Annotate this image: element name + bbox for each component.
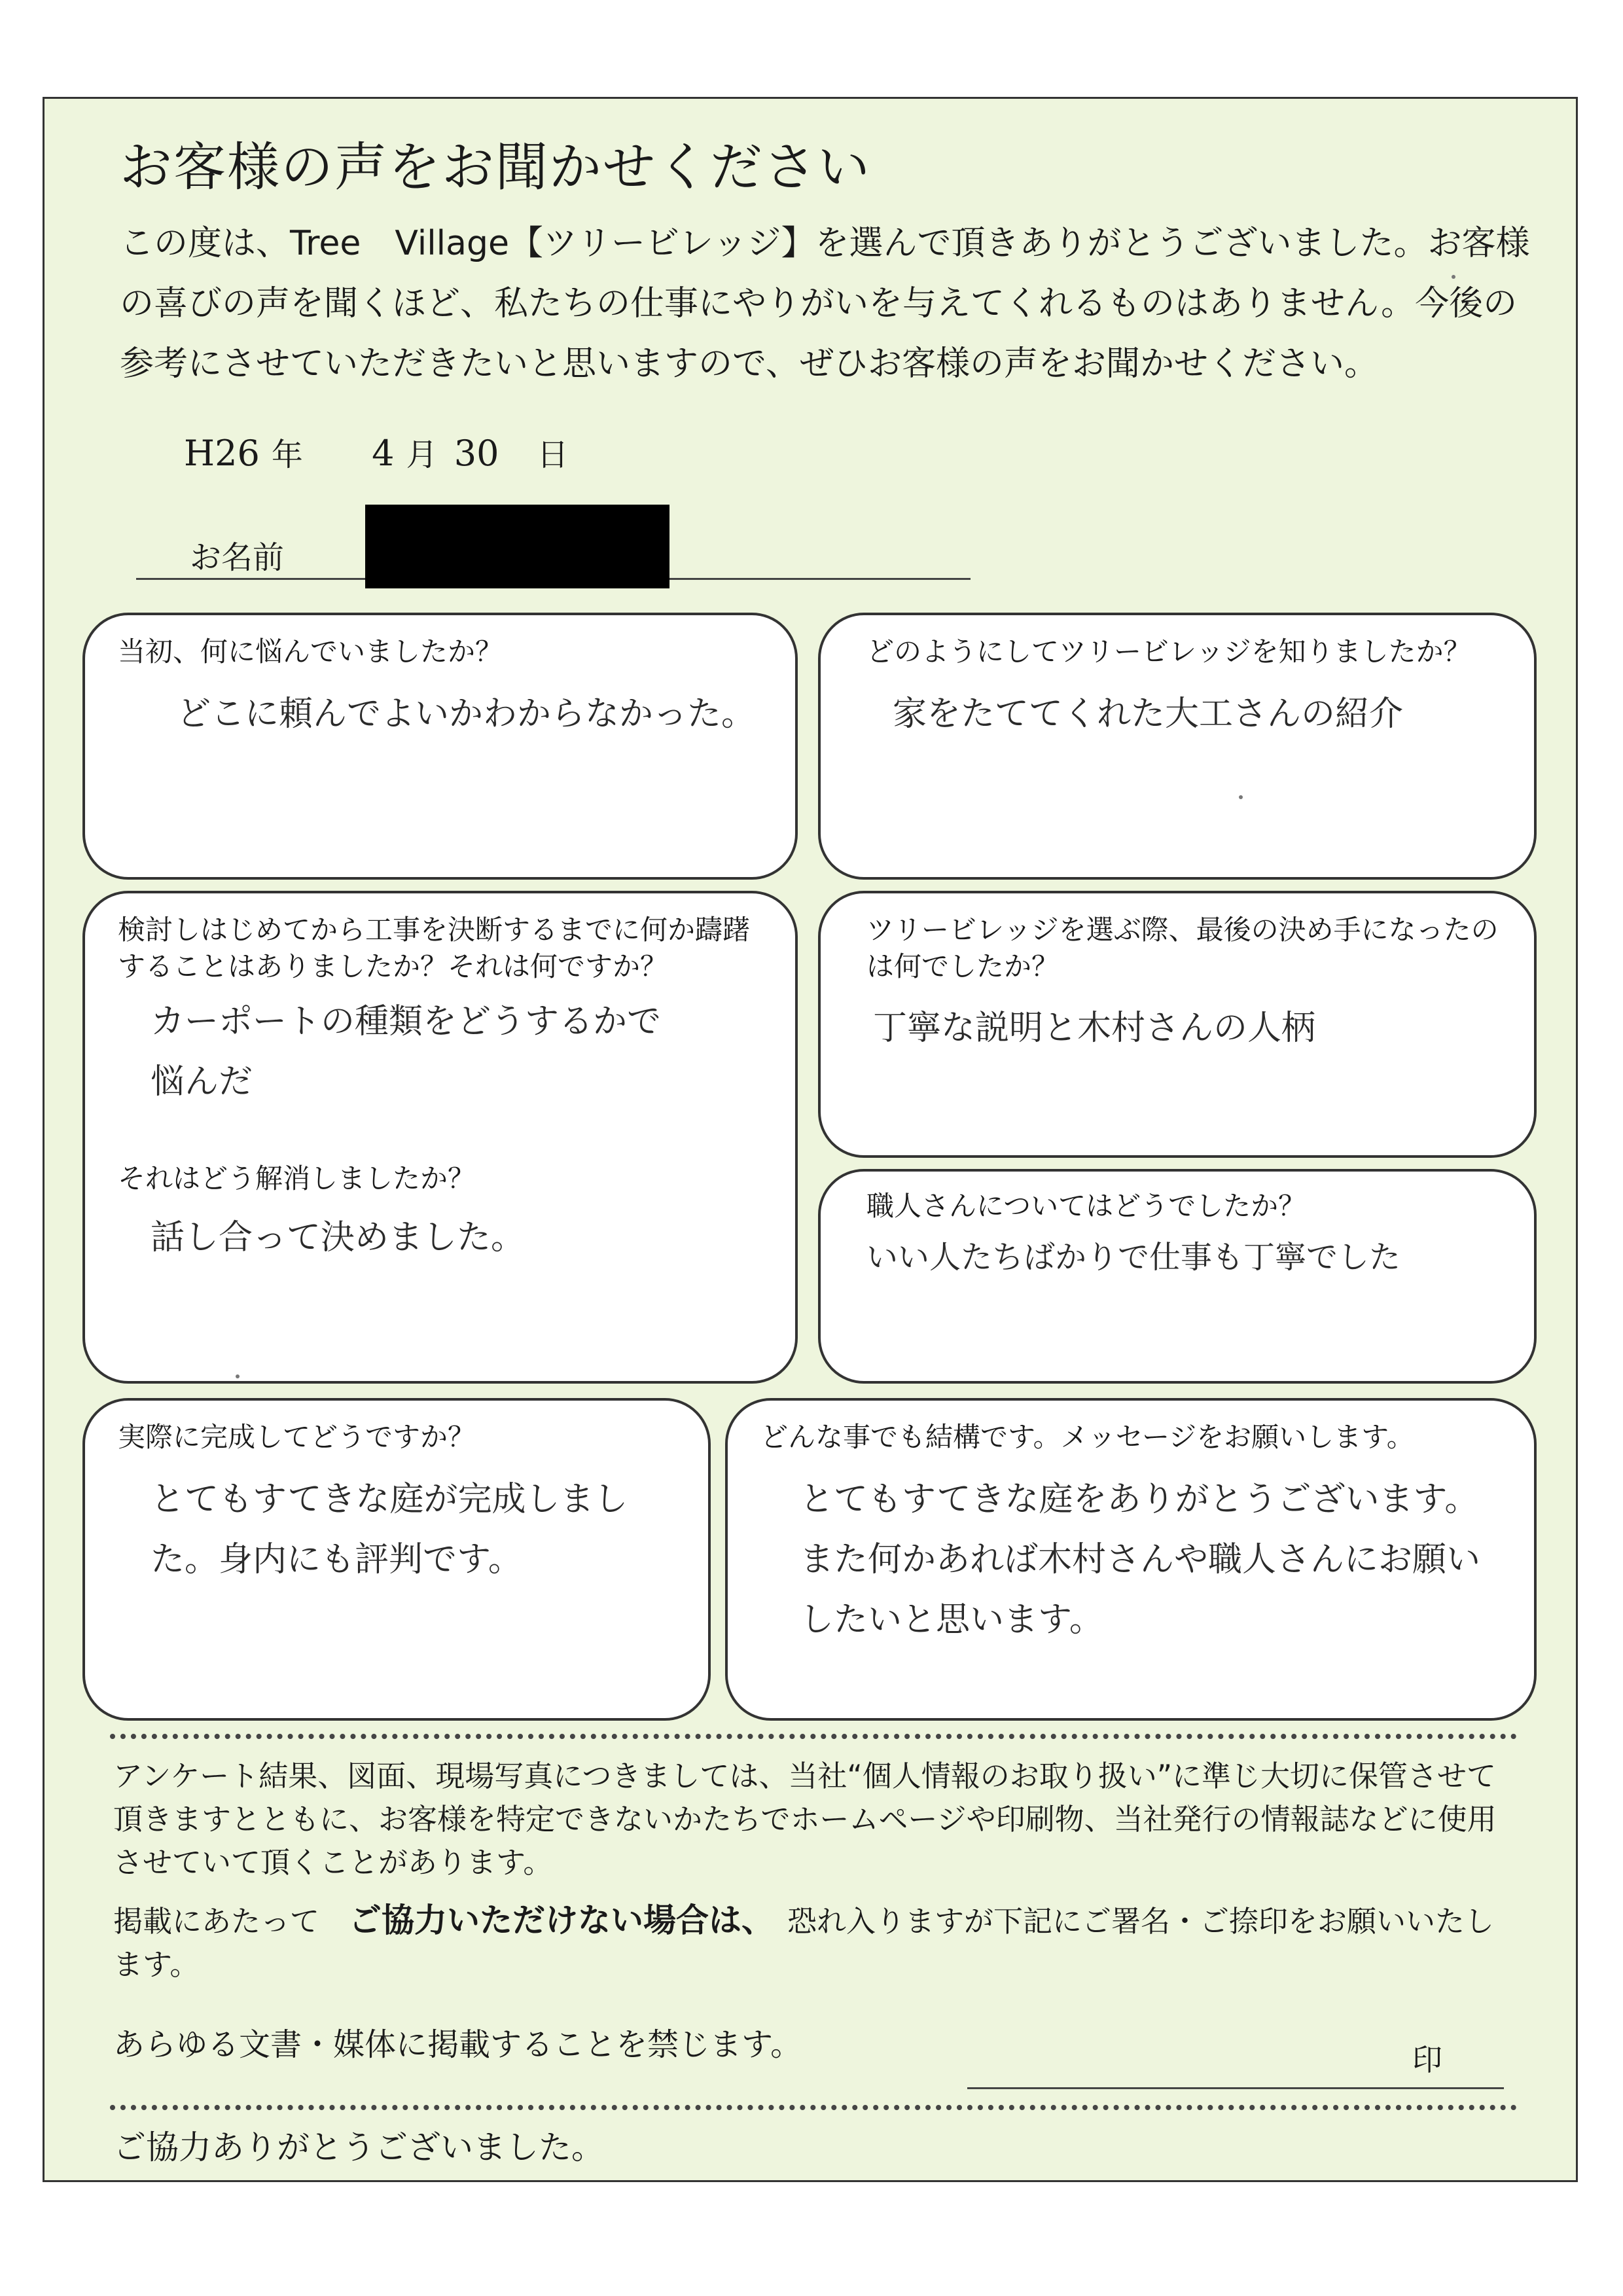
consent-post: 恐れ入りますが下記にご署名・ご捺印をお願いいたします。: [113, 1904, 1495, 1982]
question-label: どんな事でも結構です。メッセージをお願いします。: [760, 1421, 1414, 1453]
name-label: お名前: [190, 539, 285, 576]
question-box-how-found: [818, 613, 1537, 880]
privacy-notice: アンケート結果、図面、現場写真につきましては、当社“個人情報のお取り扱い”に準じ大切に保管させて頂きますとともに、お客様を特定できないかたちでホームページや印刷物、当社発行の情報誌などに使用させていて頂くことがあります。: [113, 1759, 1497, 1880]
answer-text: 丁寧な説明と木村さんの人柄: [873, 1009, 1316, 1048]
question-box-message: [725, 1398, 1537, 1721]
question-label: それはどう解消しましたか？: [118, 1162, 476, 1194]
consent-pre: 掲載にあたって: [113, 1904, 349, 1939]
answer-text: とてもすてきな庭をありがとうございます。また何かあれば木村さんや職人さんにお願いしたいと思います。: [800, 1480, 1481, 1640]
page-title: お客様の声をお聞かせください: [120, 137, 871, 198]
name-field[interactable]: [136, 505, 971, 580]
seal-mark: 印: [1412, 2042, 1442, 2077]
question-box-completion: [82, 1398, 711, 1721]
question-label: 職人さんについてはどうでしたか？: [866, 1190, 1306, 1222]
answer-text: 家をたててくれた大工さんの紹介: [893, 694, 1404, 734]
survey-sheet: [43, 97, 1578, 2182]
question-box-deciding-factor: [818, 891, 1537, 1158]
thanks-text: ご協力ありがとうございました。: [113, 2128, 604, 2166]
question-label: ツリービレッジを選ぶ際、最後の決め手になったのは何でしたか？: [866, 914, 1499, 982]
intro-text: この度は、Tree Village【ツリービレッジ】を選んで頂きありがとうございました。お客様の喜びの声を聞くほど、私たちの仕事にやりがいを与えてくれるものはありません。今後の参考にさせていただきたいと思いますので、ぜひお客様の声をお聞かせください。: [120, 224, 1530, 384]
consent-bold: ご協力いただけない場合は、: [349, 1901, 758, 1939]
dotted-divider: [110, 1734, 1517, 1739]
date-month-unit: 月: [406, 437, 438, 473]
scan-speck: [1452, 275, 1455, 279]
dotted-divider-bottom: [110, 2105, 1517, 2110]
question-label: どのようにしてツリービレッジを知りましたか？: [866, 636, 1471, 668]
question-label: 当初、何に悩んでいましたか？: [118, 636, 503, 668]
date-row: [172, 429, 568, 475]
answer-text: とてもすてきな庭が完成しました。身内にも評判です。: [151, 1480, 628, 1579]
question-box-craftsmen: [818, 1169, 1537, 1384]
consent-text: [113, 1899, 1520, 1986]
prohibit-text: あらゆる文書・媒体に掲載することを禁じます。: [113, 2026, 802, 2063]
date-era-year: H26: [184, 433, 260, 474]
date-day: 30: [454, 433, 499, 474]
signature-line[interactable]: [967, 2087, 1504, 2089]
answer-text: いい人たちばかりで仕事も丁寧でした: [866, 1239, 1401, 1276]
question-label: 検討しはじめてから工事を決断するまでに何か躊躇することはありましたか？それは何ですか？: [118, 914, 751, 982]
question-box-hesitation: [82, 891, 798, 1384]
date-month: 4: [372, 433, 395, 474]
question-label: 実際に完成してどうですか？: [118, 1421, 476, 1453]
answer-text: 話し合って決めました。: [151, 1218, 526, 1257]
scan-speck: [236, 1374, 240, 1378]
question-box-worries: [82, 613, 798, 880]
date-year-unit: 年: [271, 437, 303, 473]
answer-text: どこに頼んでよいかわからなかった。: [177, 694, 756, 734]
answer-text: カーポートの種類をどうするかで悩んだ: [151, 1002, 662, 1102]
date-day-unit: 日: [537, 437, 569, 473]
redacted-name: [365, 505, 669, 588]
scan-speck: [1239, 795, 1243, 799]
